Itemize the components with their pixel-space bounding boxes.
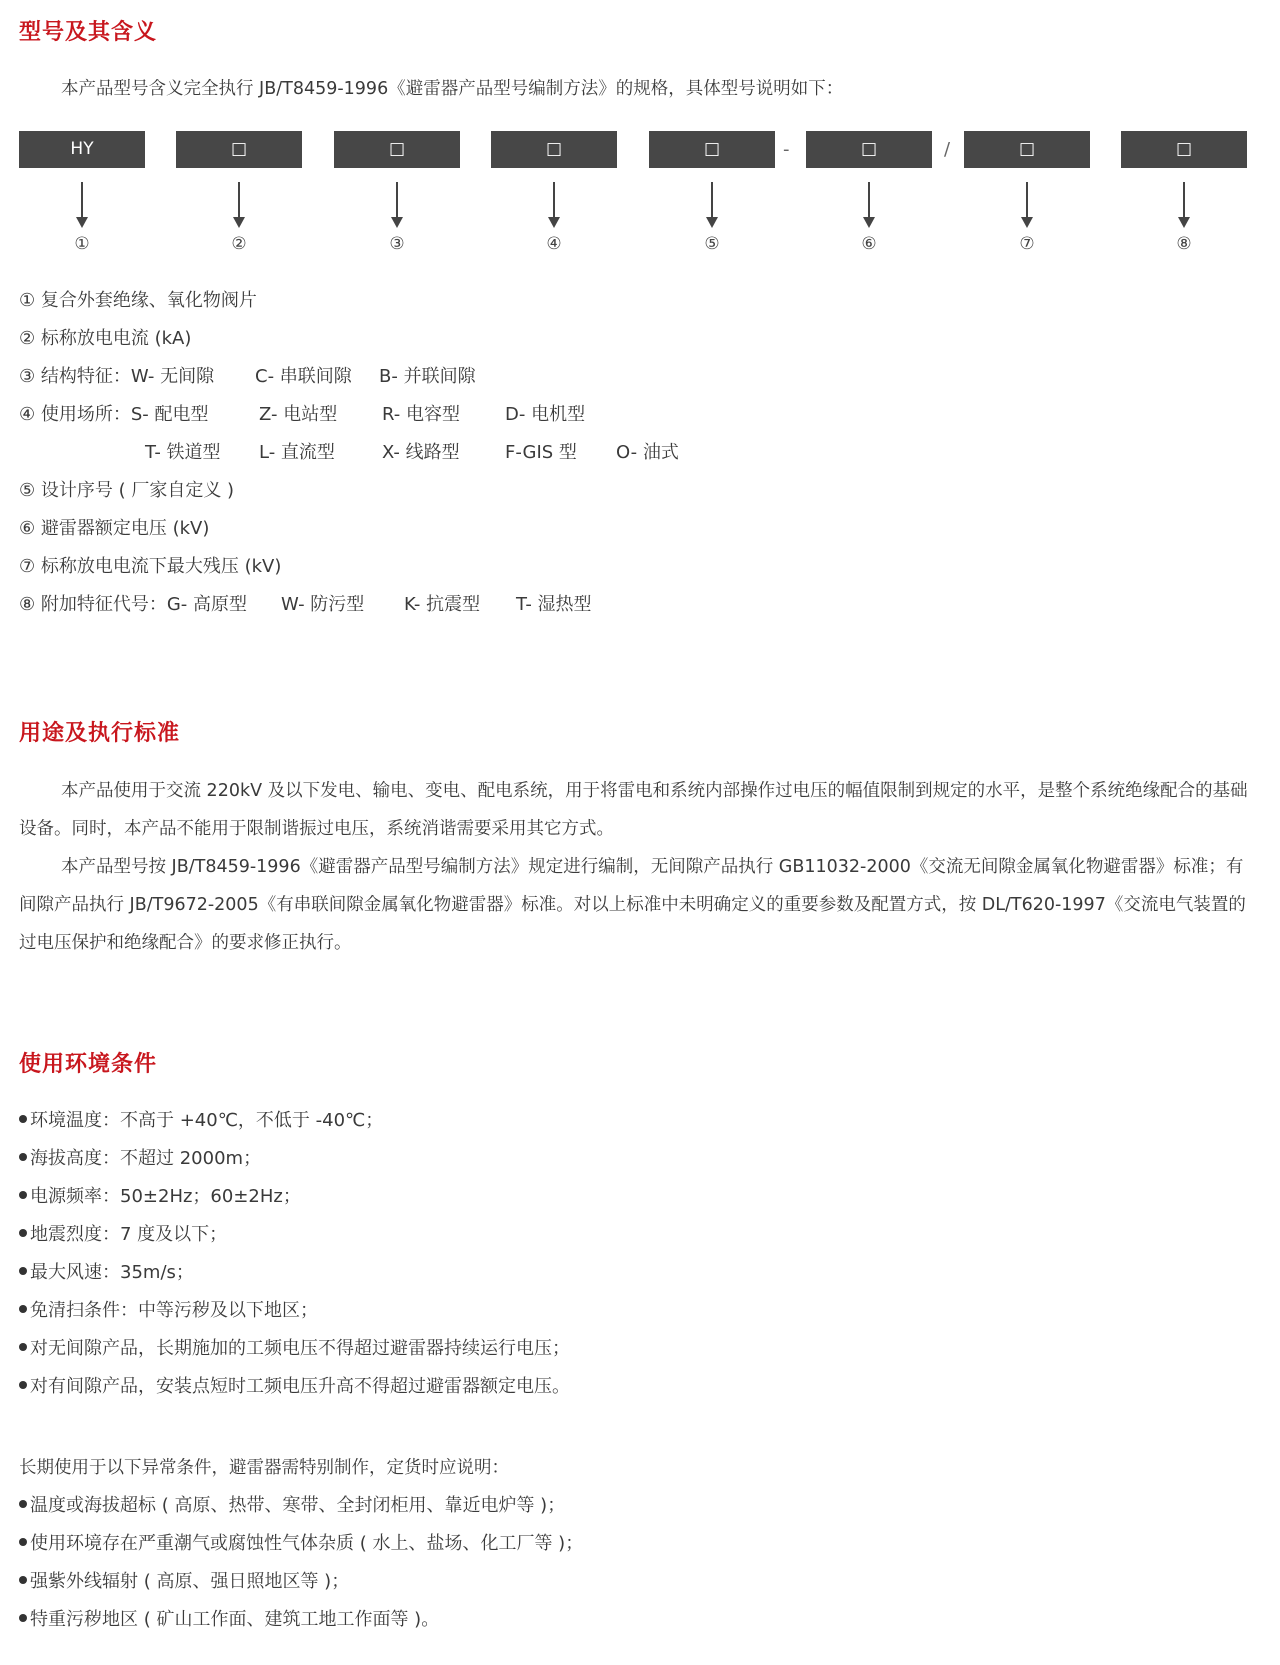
usage-paragraph-2: 本产品型号按 JB/T8459-1996《避雷器产品型号编制方法》规定进行编制，无间隙产品执行 GB11032-2000《交流无间隙金属氧化物避雷器》标准；有间隙产品执行 JB/T9672-2005《有串联间隙金属氧化物避雷器》标准。对以上标准中未明确定义的重要参数及配置方式，按 DL/T620-1997《交流电气装置的过电压保护和绝缘配合》的要求修正执行。	[19, 857, 1246, 953]
list-item: 环境温度：不高于 +40℃，不低于 -40℃；	[19, 1102, 570, 1140]
environment-conditions-list	[19, 1102, 570, 1406]
meaning-item-2: ② 标称放电电流 (kA)	[19, 328, 192, 349]
bullet-icon	[19, 1576, 27, 1584]
list-item: 免清扫条件：中等污秽及以下地区；	[19, 1292, 570, 1330]
arrow-down-icon	[75, 182, 89, 228]
arrow-down-icon	[1177, 182, 1191, 228]
list-item: 使用环境存在严重潮气或腐蚀性气体杂质 ( 水上、盐场、化工厂等 )；	[19, 1525, 583, 1563]
section-title-usage: 用途及执行标准	[19, 721, 181, 746]
meaning-item-4: ④ 使用场所：S- 配电型 Z- 电站型 R- 电容型 D- 电机型	[19, 404, 586, 425]
bullet-icon	[19, 1267, 27, 1275]
model-number-4: ④	[546, 234, 562, 254]
model-box-1: HY	[19, 131, 145, 168]
arrow-down-icon	[390, 182, 404, 228]
model-meaning-list	[19, 282, 1259, 624]
arrow-down-icon	[862, 182, 876, 228]
list-item: 强紫外线辐射 ( 高原、强日照地区等 )；	[19, 1563, 583, 1601]
meaning-item-8: ⑧ 附加特征代号：G- 高原型 W- 防污型 K- 抗震型 T- 湿热型	[19, 594, 592, 615]
model-box-4: □	[491, 131, 617, 168]
list-item: 对有间隙产品，安装点短时工频电压升高不得超过避雷器额定电压。	[19, 1368, 570, 1406]
bullet-icon	[19, 1381, 27, 1389]
meaning-item-6: ⑥ 避雷器额定电压 (kV)	[19, 518, 210, 539]
model-number-8: ⑧	[1176, 234, 1192, 254]
abnormal-conditions-list	[19, 1487, 583, 1639]
usage-paragraph-1: 本产品使用于交流 220kV 及以下发电、输电、变电、配电系统，用于将雷电和系统内部操作过电压的幅值限制到规定的水平，是整个系统绝缘配合的基础设备。同时，本产品不能用于限制谐振过电压，系统消谐需要采用其它方式。	[19, 781, 1248, 839]
list-item: 温度或海拔超标 ( 高原、热带、寒带、全封闭柜用、靠近电炉等 )；	[19, 1487, 583, 1525]
model-separator-slash: /	[944, 139, 951, 160]
list-item: 海拔高度：不超过 2000m；	[19, 1140, 570, 1178]
meaning-item-1: ① 复合外套绝缘、氧化物阀片	[19, 290, 257, 311]
model-number-7: ⑦	[1019, 234, 1035, 254]
meaning-item-5: ⑤ 设计序号 ( 厂家自定义 )	[19, 480, 235, 501]
model-separator-dash: -	[783, 139, 790, 160]
list-item: 电源频率：50±2Hz；60±2Hz；	[19, 1178, 570, 1216]
meaning-item-3: ③ 结构特征：W- 无间隙 C- 串联间隙 B- 并联间隙	[19, 366, 476, 387]
bullet-icon	[19, 1500, 27, 1508]
model-box-6: □	[806, 131, 932, 168]
section-title-environment: 使用环境条件	[19, 1052, 158, 1077]
model-box-3: □	[334, 131, 460, 168]
model-number-5: ⑤	[704, 234, 720, 254]
list-item: 特重污秽地区 ( 矿山工作面、建筑工地工作面等 )。	[19, 1601, 583, 1639]
bullet-icon	[19, 1343, 27, 1351]
bullet-icon	[19, 1115, 27, 1123]
bullet-icon	[19, 1614, 27, 1622]
meaning-item-7: ⑦ 标称放电电流下最大残压 (kV)	[19, 556, 282, 577]
arrow-down-icon	[1020, 182, 1034, 228]
bullet-icon	[19, 1538, 27, 1546]
list-item: 最大风速：35m/s；	[19, 1254, 570, 1292]
model-number-2: ②	[231, 234, 247, 254]
model-box-2: □	[176, 131, 302, 168]
list-item: 地震烈度：7 度及以下；	[19, 1216, 570, 1254]
model-number-1: ①	[74, 234, 90, 254]
arrow-down-icon	[705, 182, 719, 228]
arrow-down-icon	[547, 182, 561, 228]
model-number-3: ③	[389, 234, 405, 254]
bullet-icon	[19, 1305, 27, 1313]
model-code-diagram	[19, 131, 1259, 169]
model-box-7: □	[964, 131, 1090, 168]
list-item: 对无间隙产品，长期施加的工频电压不得超过避雷器持续运行电压；	[19, 1330, 570, 1368]
meaning-item-4-continued: T- 铁道型 L- 直流型 X- 线路型 F-GIS 型 O- 油式	[145, 442, 679, 463]
abnormal-conditions-intro: 长期使用于以下异常条件，避雷器需特别制作，定货时应说明：	[19, 1458, 509, 1478]
model-number-6: ⑥	[861, 234, 877, 254]
model-intro: 本产品型号含义完全执行 JB/T8459-1996《避雷器产品型号编制方法》的规格，具体型号说明如下：	[61, 79, 844, 99]
model-box-8: □	[1121, 131, 1247, 168]
model-box-5: □	[649, 131, 775, 168]
bullet-icon	[19, 1229, 27, 1237]
arrow-down-icon	[232, 182, 246, 228]
section-title-model: 型号及其含义	[19, 20, 158, 45]
bullet-icon	[19, 1153, 27, 1161]
bullet-icon	[19, 1191, 27, 1199]
